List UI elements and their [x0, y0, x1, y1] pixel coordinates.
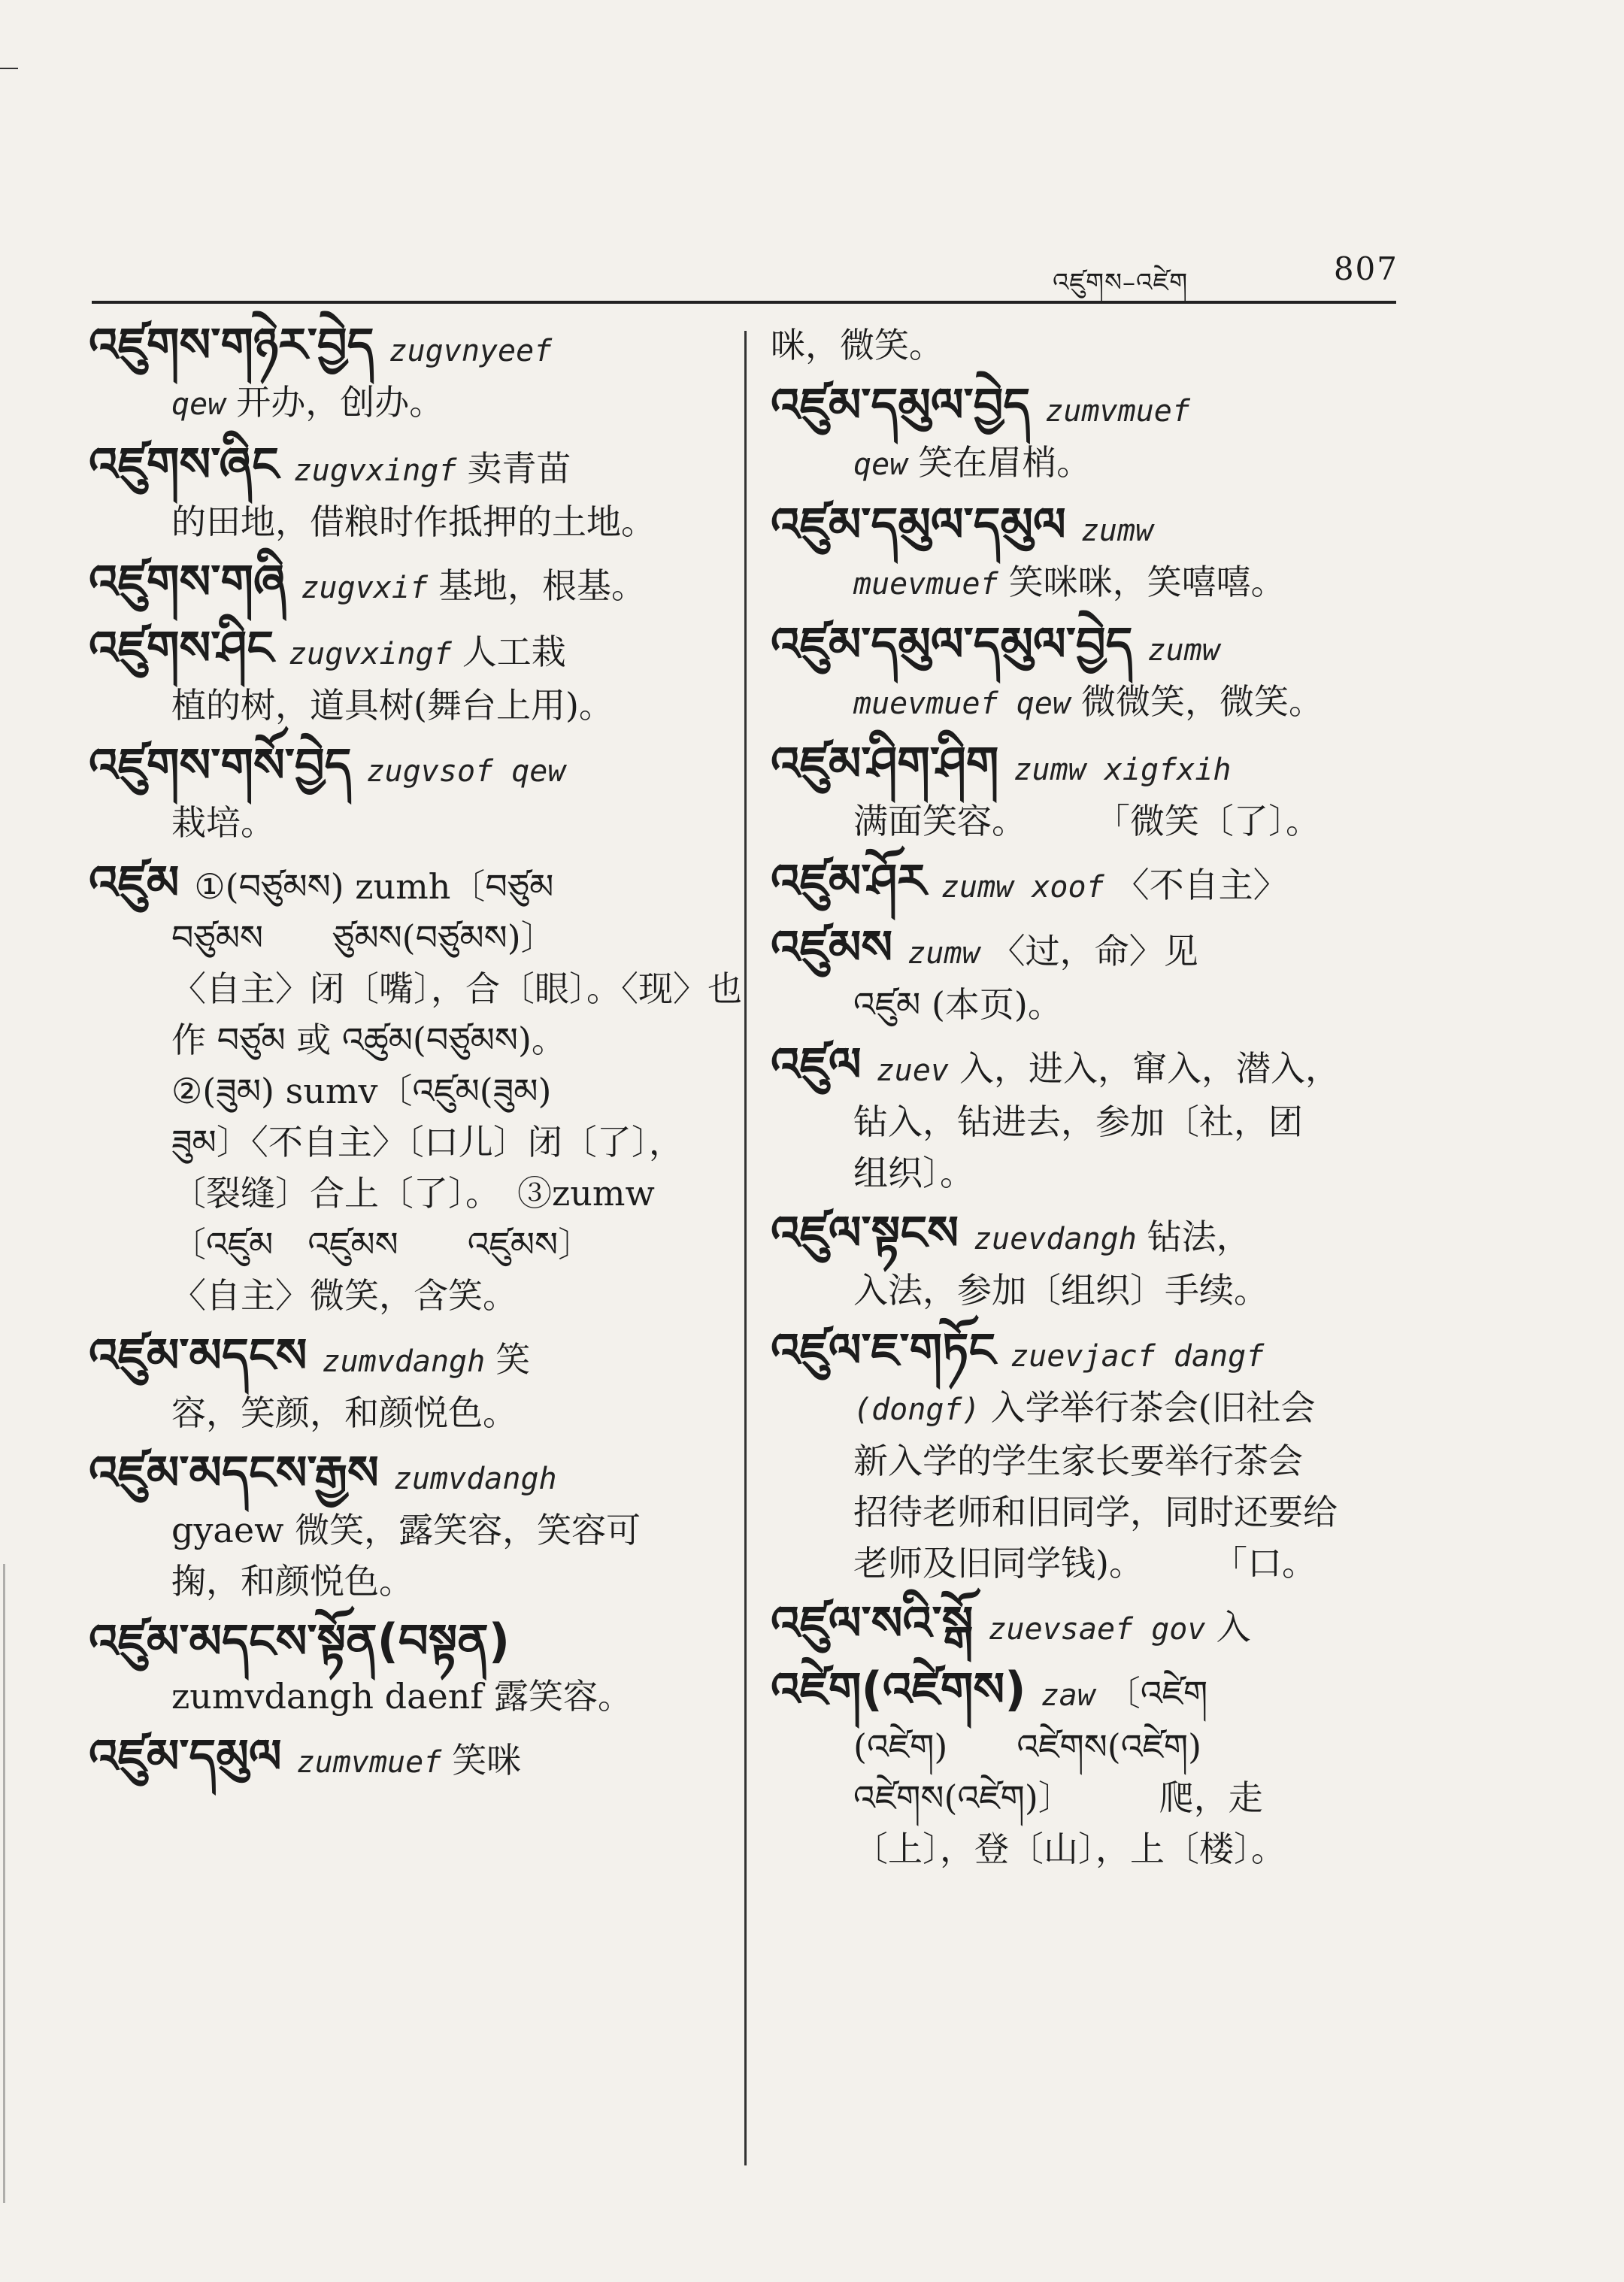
dictionary-entry: [771, 1039, 1406, 1199]
page-number: 807: [1333, 250, 1398, 287]
definition: འཛེགས(འཛེག)〕 爬，走: [853, 1777, 1263, 1818]
romanization: zumw: [907, 936, 980, 971]
definition: 〔འཛེག: [1105, 1673, 1208, 1714]
romanization: zaw: [1041, 1678, 1095, 1713]
entry-headline: [771, 738, 1406, 796]
definition: gyaew 微笑，露笑容，笑容可: [171, 1510, 641, 1550]
romanization: zumw: [1080, 514, 1154, 548]
definition: འཛུམ (本页)。: [853, 984, 1062, 1025]
entry-continuation: [89, 1065, 720, 1117]
entry-continuation: [771, 979, 1406, 1030]
entry-continuation: [771, 556, 1406, 610]
entry-headline: [771, 1598, 1406, 1655]
dictionary-entry: [771, 377, 1406, 490]
entry-continuation: [89, 1219, 720, 1270]
entry-continuation: [771, 1772, 1406, 1823]
definition: 钻入，钻进去，参加〔社，团: [853, 1102, 1303, 1142]
entry-headline: [771, 377, 1406, 437]
definition: 〈不自主〉: [1114, 865, 1288, 905]
headword: འཛུགས་གཞི: [89, 554, 286, 609]
definition: 开办，创办。: [236, 382, 444, 423]
entry-headline: [89, 1447, 720, 1505]
dictionary-entry: [89, 317, 720, 430]
entry-headline: [89, 740, 720, 797]
definition: 钻法，: [1147, 1217, 1251, 1257]
definition: 〈自主〉闭〔嘴〕，合〔眼〕。〈现〉也: [171, 968, 742, 1009]
header-rule: [92, 301, 1396, 304]
definition: 栽培。: [171, 802, 275, 843]
romanization: zumvdangh: [393, 1462, 557, 1496]
romanization: muevmuef qew: [853, 686, 1071, 721]
definition: 组织〕。: [853, 1153, 974, 1193]
entry-headline: [771, 499, 1406, 556]
entry-continuation: [89, 377, 720, 430]
romanization: zumw xoof: [941, 870, 1104, 905]
dictionary-entry: [771, 1664, 1406, 1874]
running-head: འཛུགས–འཛེག: [1053, 268, 1189, 298]
definition: བཙུམས ཙུམས(བཙུམས)〕: [171, 917, 556, 958]
romanization: zuev: [876, 1053, 949, 1088]
entry-headline: [771, 1039, 1406, 1096]
definition: ཟུམ〕〈不自主〉〔口儿〕闭〔了〕，: [171, 1122, 683, 1162]
dictionary-entry: [89, 855, 742, 1321]
entry-continuation: [771, 1435, 1406, 1486]
headword: འཛུམ: [89, 855, 180, 910]
definition: 〈自主〉微笑，含笑。: [171, 1275, 517, 1316]
entry-continuation: [89, 1505, 720, 1556]
headword: འཛུམ་དམུལ་དམུལ: [771, 497, 1066, 552]
dictionary-entry: [89, 740, 720, 848]
headword: འཛུགས་གསོ་བྱེད: [89, 738, 352, 792]
entry-continuation: [89, 1117, 720, 1168]
dictionary-entry: [89, 620, 720, 731]
entry-continuation: [89, 1168, 720, 1219]
headword: འཛུལ་སའི་སྒོ: [771, 1596, 974, 1650]
entry-continuation: [771, 1486, 1406, 1538]
romanization: zuevjacf dangf: [1010, 1339, 1265, 1374]
entry-continuation: [89, 1387, 720, 1438]
entry-continuation: [771, 437, 1406, 490]
entry-headline: [771, 922, 1406, 979]
romanization: zugvxingf: [293, 453, 457, 488]
definition: 的田地，借粮时作抵押的土地。: [171, 502, 656, 542]
definition: 新入学的学生家长要举行茶会: [853, 1441, 1303, 1481]
headword: འཛུམ་ཤིག་ཤིག: [771, 736, 999, 791]
headword: འཛུགས་ཞིང: [89, 437, 279, 492]
dictionary-entry: [771, 1325, 1406, 1589]
headword: འཛུལ་སྟངས: [771, 1205, 959, 1260]
dictionary-entry: [89, 1447, 720, 1607]
romanization: zumw: [1147, 633, 1220, 668]
romanization: zuevsaef gov: [988, 1612, 1206, 1647]
entry-headline: [89, 1330, 720, 1387]
page-header: [1053, 244, 1398, 297]
definition: 植的树，道具树(舞台上用)。: [171, 685, 614, 726]
entry-headline: [89, 1731, 720, 1788]
definition: zumvdangh daenf 露笑容。: [171, 1676, 633, 1717]
headword: འཛུམ་མདངས་རྒྱས: [89, 1445, 379, 1500]
definition: 〔འཛུམ འཛུམས འཛུམས〕: [171, 1224, 593, 1265]
entry-continuation: [89, 1671, 720, 1722]
entry-continuation: [89, 963, 742, 1014]
definition: 笑: [495, 1339, 531, 1380]
entry-continuation: [771, 1096, 1406, 1147]
headword: འཛུམ་དམུལ་དམུལ་བྱེད: [771, 617, 1133, 671]
entry-headline: [89, 1616, 720, 1671]
entry-continuation: [771, 1721, 1406, 1772]
dictionary-entry: [89, 556, 720, 614]
definition: 笑咪: [452, 1740, 522, 1780]
entry-continuation: [89, 912, 720, 963]
entry-headline: [771, 853, 1406, 913]
romanization: zugvsof qew: [366, 754, 566, 789]
entry-continuation: [89, 496, 720, 547]
entry-headline: [89, 439, 720, 496]
romanization: (dongf): [853, 1393, 980, 1427]
definition: 入法，参加〔组织〕手续。: [853, 1270, 1268, 1311]
entry-headline: [89, 317, 720, 377]
romanization: zumw xigfxih: [1013, 753, 1232, 787]
headword: འཛུམ་མདངས་སྟོན(བསྟན): [89, 1614, 511, 1668]
definition: 〔裂缝〕合上〔了〕。 ③zumw: [171, 1173, 655, 1214]
dictionary-entry: [771, 320, 1406, 371]
entry-headline: [89, 857, 720, 912]
definition: 笑在眉梢。: [918, 442, 1092, 483]
entry-headline: [89, 556, 720, 614]
romanization: zuevdangh: [974, 1222, 1137, 1256]
romanization: zugvnyeef: [389, 334, 553, 368]
entry-continuation: [771, 1538, 1406, 1589]
definition: 老师及旧同学钱)。 「口。: [853, 1543, 1316, 1583]
definition: 笑咪咪，笑嘻嘻。: [1008, 562, 1286, 602]
dictionary-entry: [771, 738, 1406, 847]
definition: 作 བཙུམ 或 འཚུམ(བཙུམས)。: [171, 1020, 566, 1060]
entry-continuation: [771, 1823, 1406, 1874]
dictionary-entry: [89, 439, 720, 547]
right-column: [771, 320, 1406, 1883]
definition: 容，笑颜，和颜悦色。: [171, 1393, 517, 1433]
dictionary-entry: [89, 1616, 720, 1722]
headword: འཛུམ་དམུལ་བྱེད: [771, 377, 1031, 432]
definition: ①(བཙུམས) zumh〔བཙུམ: [194, 866, 554, 907]
entry-headline: [771, 619, 1406, 676]
binding-edge: [3, 1564, 5, 2203]
entry-headline: [771, 1664, 1406, 1721]
entry-continuation: [89, 680, 720, 731]
definition: 掬，和颜悦色。: [171, 1561, 414, 1602]
dictionary-entry: [771, 1598, 1406, 1655]
entry-continuation: [89, 797, 720, 848]
entry-continuation: [89, 1556, 720, 1607]
definition: 入，进入，窜入，潜入，: [959, 1048, 1340, 1089]
definition: 满面笑容。 「微笑〔了〕。: [853, 801, 1320, 841]
romanization: qew: [171, 387, 226, 422]
definition: 〈过，命〉见: [990, 931, 1198, 971]
edge-mark: [0, 68, 18, 69]
entry-headline: [771, 1205, 1406, 1265]
dictionary-entry: [89, 1330, 720, 1438]
definition: 人工栽: [462, 632, 566, 672]
definition: 招待老师和旧同学，同时还要给: [853, 1492, 1338, 1532]
dictionary-entry: [771, 499, 1406, 610]
definition: 基地，根基。: [438, 565, 647, 606]
definition: 入学举行茶会(旧社会: [990, 1387, 1316, 1428]
entry-continuation: [771, 1382, 1406, 1435]
dictionary-entry: [771, 853, 1406, 913]
headword: འཛུགས་ཤིང: [89, 620, 274, 675]
dictionary-entry: [771, 922, 1406, 1030]
romanization: muevmuef: [853, 567, 998, 602]
entry-continuation: [771, 676, 1406, 729]
entry-headline: [771, 320, 1406, 371]
headword: འཛེག(འཛེགས): [771, 1662, 1026, 1717]
headword: འཛུམ་ཤོར: [771, 853, 926, 908]
romanization: qew: [853, 447, 908, 482]
romanization: zumvmuef: [1045, 394, 1190, 429]
romanization: zumvdangh: [322, 1344, 486, 1379]
entry-headline: [89, 620, 720, 680]
headword: འཛུགས་གཉེར་བྱེད: [89, 317, 374, 372]
entry-continuation: [771, 1265, 1406, 1316]
dictionary-entry: [89, 1731, 720, 1788]
definition: 卖青苗: [467, 448, 571, 489]
entry-continuation: [89, 1014, 720, 1065]
headword: འཛུམས: [771, 920, 893, 974]
entry-continuation: [771, 1147, 1406, 1199]
headword: འཛུལ: [771, 1037, 862, 1092]
definition: (འཛེག) འཛེགས(འཛེག): [853, 1726, 1202, 1767]
definition: 入: [1216, 1607, 1251, 1647]
entry-continuation: [771, 796, 1406, 847]
dictionary-entry: [771, 1205, 1406, 1316]
definition: ②(ཟུམ) sumv〔འཛུམ(ཟུམ): [171, 1071, 552, 1111]
left-column: [89, 317, 742, 1797]
definition: 〔上〕，登〔山〕，上〔楼〕。: [853, 1829, 1286, 1869]
definition: 咪，微笑。: [771, 325, 944, 365]
column-divider: [744, 331, 747, 2165]
headword: འཛུལ་ཇ་གཏོང: [771, 1323, 996, 1377]
romanization: zumvmuef: [296, 1745, 442, 1780]
headword: འཛུམ་མདངས: [89, 1328, 308, 1383]
entry-headline: [771, 1325, 1406, 1382]
dictionary-entry: [771, 619, 1406, 729]
entry-continuation: [89, 1270, 720, 1321]
romanization: zugvxingf: [289, 637, 452, 671]
romanization: zugvxif: [301, 571, 429, 605]
headword: འཛུམ་དམུལ: [89, 1729, 282, 1783]
definition: 微微笑，微笑。: [1080, 681, 1323, 722]
